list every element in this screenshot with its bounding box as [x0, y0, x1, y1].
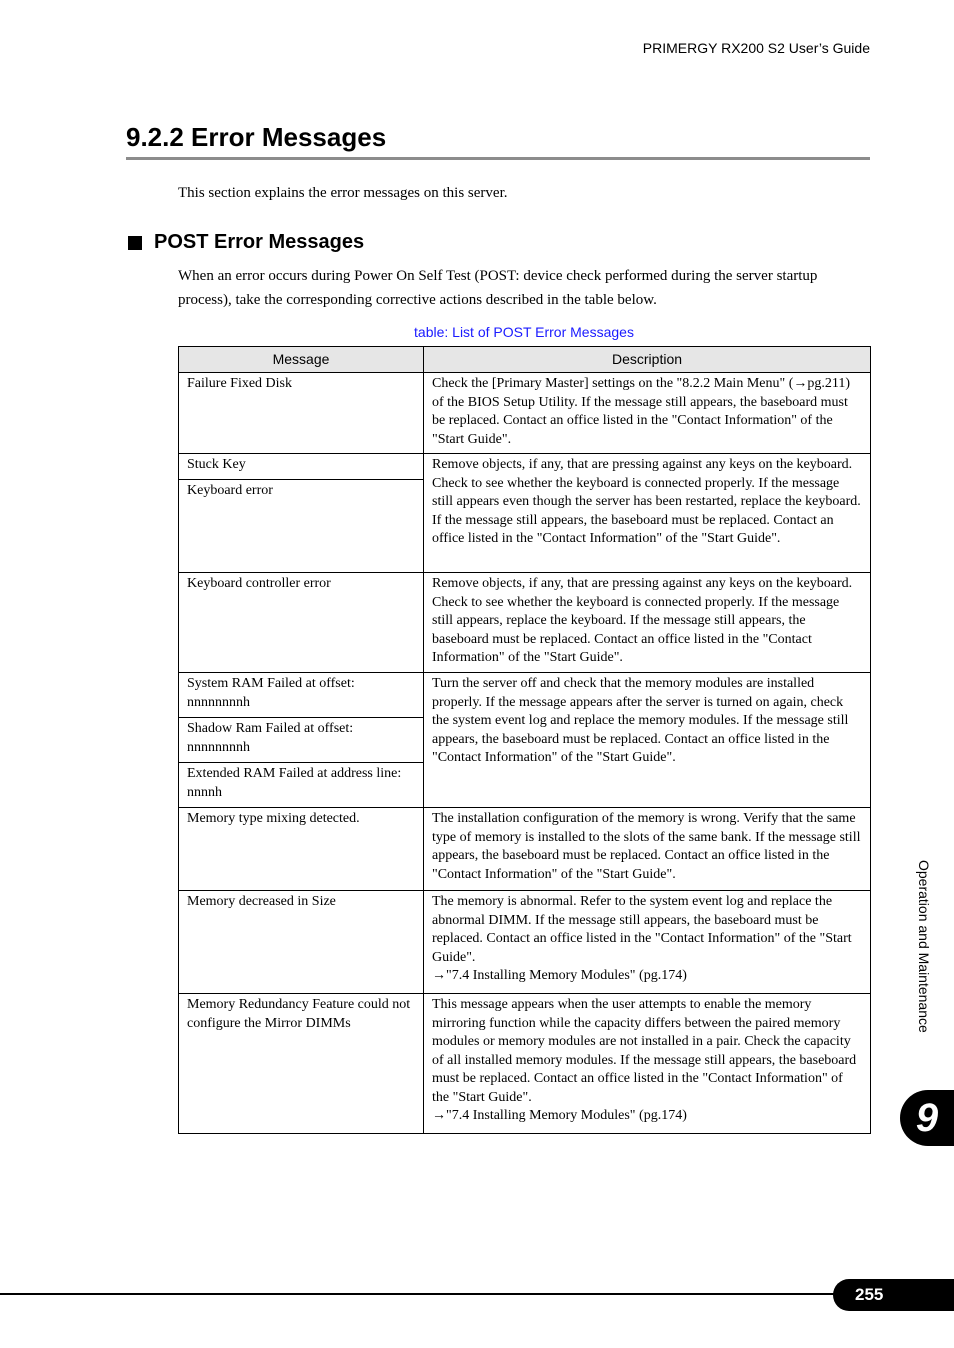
chapter-side-label-text: Operation and Maintenance	[916, 860, 932, 1033]
message-cell: Shadow Ram Failed at offset: nnnnnnnnh	[179, 718, 424, 763]
table-row	[179, 454, 871, 480]
header-description: Description	[424, 347, 871, 373]
reference-link[interactable]: →"7.4 Installing Memory Modules" (pg.174)	[432, 1108, 687, 1123]
message-cell: Failure Fixed Disk	[179, 373, 424, 454]
message-cell: System RAM Failed at offset: nnnnnnnnh	[179, 673, 424, 718]
header-message: Message	[179, 347, 424, 373]
square-bullet-icon	[128, 236, 142, 250]
message-cell: Memory decreased in Size	[179, 891, 424, 994]
chapter-number-tab: 9	[900, 1090, 954, 1146]
description-cell: Remove objects, if any, that are pressing against any keys on the keyboard. Check to see whether the keyboard is connected properly. If the message still appears even though the server has been restarted, replace the keyboard. If the message still appears, the baseboard must be replaced. Contact an office listed in the "Contact Information" of the "Start Guide".	[424, 454, 871, 573]
subsection-paragraph: When an error occurs during Power On Self Test (POST: device check performed during the server startup process), take the corresponding corrective actions described in the table below.	[178, 268, 818, 308]
reference-link[interactable]: →"7.4 Installing Memory Modules" (pg.174)	[432, 968, 687, 983]
table-header-row	[179, 347, 871, 373]
subsection-heading	[128, 231, 364, 254]
description-cell: The installation configuration of the memory is wrong. Verify that the same type of memory is installed to the slots of the same bank. If the message still appears, the baseboard must be replaced. Contact an office listed in the "Contact Information" of the "Start Guide".	[424, 808, 871, 891]
description-text: The memory is abnormal. Refer to the system event log and replace the abnormal DIMM. If the message still appears, the baseboard must be replaced. Contact an office listed in the "Contact Information" of the "Start Guide".	[432, 894, 852, 965]
table-row	[179, 891, 871, 994]
message-cell: Keyboard controller error	[179, 573, 424, 673]
description-cell: Turn the server off and check that the memory modules are installed properly. If the message appears after the server is turned on again, check the system event log and replace the memory modules. If the message still appears, the baseboard must be replaced. Contact an office listed in the "Contact Information" of the "Start Guide".	[424, 673, 871, 808]
footer-rule	[0, 1293, 840, 1295]
table-caption: table: List of POST Error Messages	[414, 324, 634, 340]
subsection-title: POST Error Messages	[154, 231, 365, 253]
description-cell	[424, 891, 871, 994]
table-row	[179, 673, 871, 718]
table-row	[179, 373, 871, 454]
section-title: 9.2.2 Error Messages	[126, 122, 870, 160]
table-row	[179, 573, 871, 673]
chapter-side-label	[909, 860, 939, 1070]
message-cell: Memory type mixing detected.	[179, 808, 424, 891]
message-cell: Extended RAM Failed at address line: nnnnh	[179, 763, 424, 808]
message-cell: Memory Redundancy Feature could not configure the Mirror DIMMs	[179, 994, 424, 1134]
table-row	[179, 808, 871, 891]
description-cell: Remove objects, if any, that are pressing against any keys on the keyboard. Check to see whether the keyboard is connected properly. If the message still appears, replace the keyboard. If the message still appears, the baseboard must be replaced. Contact an office listed in the "Contact Information" of the "Start Guide".	[424, 573, 871, 673]
page-number: 255	[833, 1279, 954, 1311]
section-intro: This section explains the error messages on this server.	[178, 185, 508, 201]
error-table	[178, 346, 871, 1134]
message-cell: Stuck Key	[179, 454, 424, 480]
table-row	[179, 994, 871, 1134]
running-header: PRIMERGY RX200 S2 User’s Guide	[642, 40, 870, 56]
description-cell	[424, 994, 871, 1134]
message-cell: Keyboard error	[179, 480, 424, 573]
description-text: This message appears when the user attempts to enable the memory mirroring function while the capacity differs between the paired memory modules or memory modules are not installed in a pair. Check the capacity of all installed memory modules. If the message still appears, the baseboard must be replaced. Contact an office listed in the "Contact Information" of the "Start Guide".	[432, 997, 857, 1105]
description-cell: Check the [Primary Master] settings on the "8.2.2 Main Menu" (→pg.211) of the BIOS Setup Utility. If the message still appears, the baseboard must be replaced. Contact an office listed in the "Contact Information" of the "Start Guide".	[424, 373, 871, 454]
